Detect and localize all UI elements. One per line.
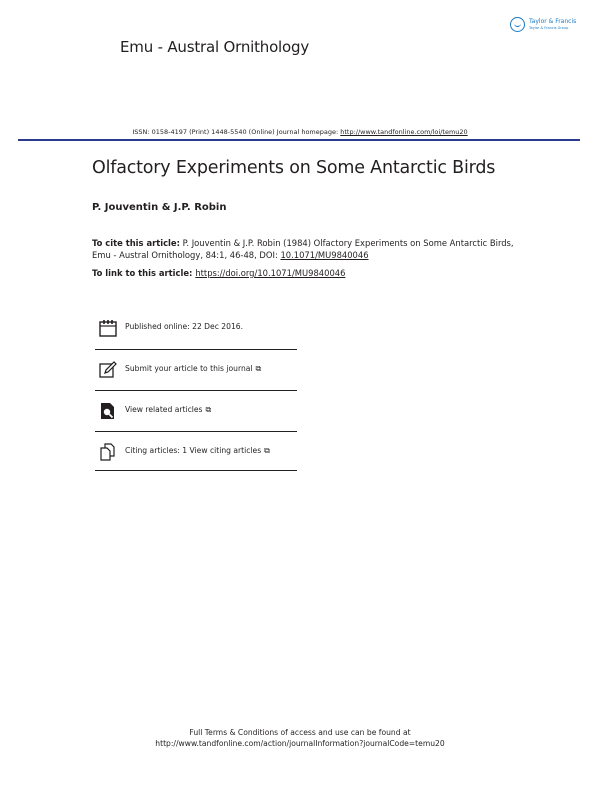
publisher-logo[interactable] <box>510 16 577 38</box>
publisher-logo-subtext: Taylor & Francis Group <box>529 26 569 30</box>
link-line <box>92 268 345 278</box>
info-row-related[interactable] <box>95 391 297 431</box>
search-document-icon <box>98 401 118 421</box>
issn-line <box>0 128 600 136</box>
row-divider <box>95 470 297 471</box>
external-link-icon: ⧉ <box>264 446 270 455</box>
journal-title: Emu - Austral Ornithology <box>120 38 309 56</box>
info-row-citing[interactable] <box>95 432 297 472</box>
issn-text: ISSN: 0158-4197 (Print) 1448-5540 (Online) Journal homepage: <box>132 128 341 136</box>
info-row-published <box>95 308 297 348</box>
article-url-link[interactable]: https://doi.org/10.1071/MU9840046 <box>195 268 346 278</box>
article-title: Olfactory Experiments on Some Antarctic Birds <box>92 158 496 178</box>
view-citing-articles-link[interactable]: Citing articles: 1 View citing articles ⧉ <box>125 446 270 455</box>
footer-terms-link[interactable]: http://www.tandfonline.com/action/journalInformation?journalCode=temu20 <box>155 739 445 748</box>
footer-terms <box>0 727 600 749</box>
info-row-submit[interactable] <box>95 350 297 390</box>
view-related-articles-link[interactable]: View related articles ⧉ <box>125 405 212 414</box>
link-label: To link to this article: <box>92 268 196 278</box>
cite-label: To cite this article: <box>92 238 180 248</box>
external-link-icon: ⧉ <box>205 405 212 414</box>
publisher-logo-text: Taylor & Francis <box>529 18 577 25</box>
journal-homepage-link[interactable]: http://www.tandfonline.com/loi/temu20 <box>340 128 468 136</box>
publisher-logo-icon <box>510 17 525 32</box>
published-date: Published online: 22 Dec 2016. <box>125 322 244 331</box>
submit-article-link[interactable]: Submit your article to this journal ⧉ <box>125 364 262 373</box>
edit-icon <box>98 360 118 380</box>
header-rule <box>18 139 580 141</box>
calendar-icon <box>98 318 118 338</box>
citation-block <box>92 237 522 261</box>
citing-icon <box>98 442 118 462</box>
article-authors: P. Jouventin & J.P. Robin <box>92 202 227 213</box>
cite-text: P. Jouventin & J.P. Robin (1984) Olfactory Experiments on Some Antarctic Birds, Emu - Austral Ornithology, 84:1, 46-48, DOI: <box>92 238 514 260</box>
doi-link[interactable]: 10.1071/MU9840046 <box>280 250 369 260</box>
external-link-icon: ⧉ <box>255 364 262 373</box>
footer-terms-text: Full Terms & Conditions of access and use can be found at <box>189 728 411 737</box>
